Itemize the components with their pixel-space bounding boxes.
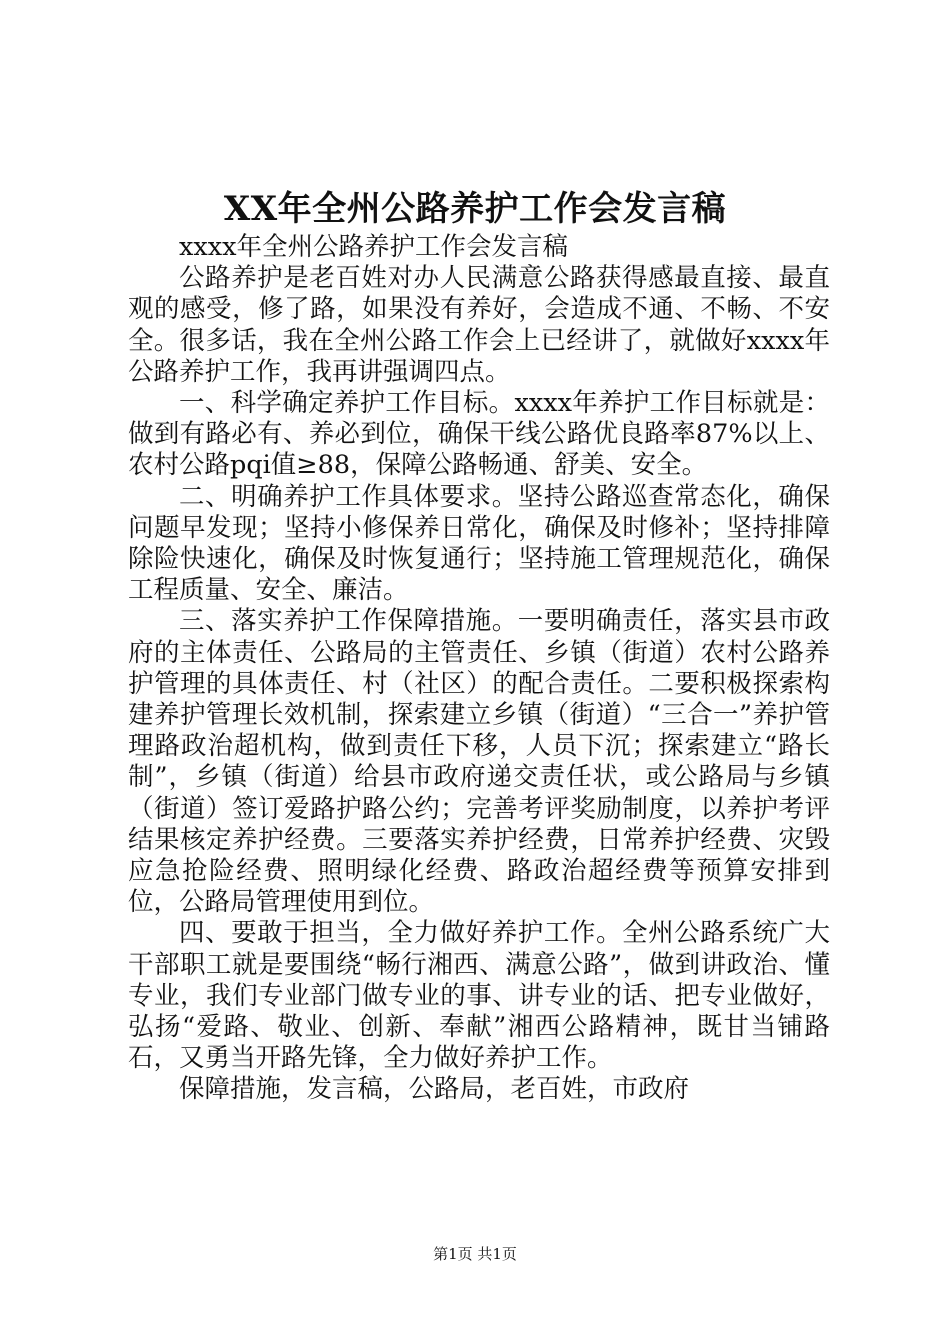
paragraph-point-three: 三、落实养护工作保障措施。一要明确责任，落实县市政府的主体责任、公路局的主管责任、乡镇（街道）农村公路养护管理的具体责任、村（社区）的配合责任。二要积极探索构建养护管理长效机制，探索建立乡镇（街道）“三合一”养护管理路政治超机构，做到责任下移，人员下沉；探索建立“路长制”，乡镇（街道）给县市政府递交责任状，或公路局与乡镇（街道）签订爱路护路公约；完善考评奖励制度，以养护考评结果核定养护经费。三要落实养护经费，日常养护经费、灾毁应急抢险经费、照明绿化经费、路政治超经费等预算安排到位，公路局管理使用到位。 (128, 606, 830, 918)
paragraph-point-four: 四、要敢于担当，全力做好养护工作。全州公路系统广大干部职工就是要围绕“畅行湘西、满意公路”，做到讲政治、懂专业，我们专业部门做专业的事、讲专业的话、把专业做好，弘扬“爱路、敬业、创新、奉献”湘西公路精神，既甘当铺路石，又勇当开路先锋，全力做好养护工作。 (128, 918, 830, 1074)
page-title: XX年全州公路养护工作会发言稿 (223, 189, 727, 229)
paragraph-intro: 公路养护是老百姓对办人民满意公路获得感最直接、最直观的感受，修了路，如果没有养好，会造成不通、不畅、不安全。很多话，我在全州公路工作会上已经讲了，就做好xxxx年公路养护工作，我再讲强调四点。 (128, 263, 830, 387)
paragraph-point-two: 二、明确养护工作具体要求。坚持公路巡查常态化，确保问题早发现；坚持小修保养日常化，确保及时修补；坚持排障除险快速化，确保及时恢复通行；坚持施工管理规范化，确保工程质量、安全、廉洁。 (128, 481, 830, 606)
document-body (128, 232, 830, 1106)
page-footer: 第1页 共1页 (433, 1245, 517, 1263)
paragraph-subtitle: xxxx年全州公路养护工作会发言稿 (179, 232, 569, 262)
paragraph-point-one: 一、科学确定养护工作目标。xxxx年养护工作目标就是：做到有路必有、养必到位，确保干线公路优良路率87%以上、农村公路pqi值≥88，保障公路畅通、舒美、安全。 (128, 388, 830, 481)
paragraph-keywords: 保障措施，发言稿，公路局，老百姓，市政府 (179, 1074, 690, 1105)
